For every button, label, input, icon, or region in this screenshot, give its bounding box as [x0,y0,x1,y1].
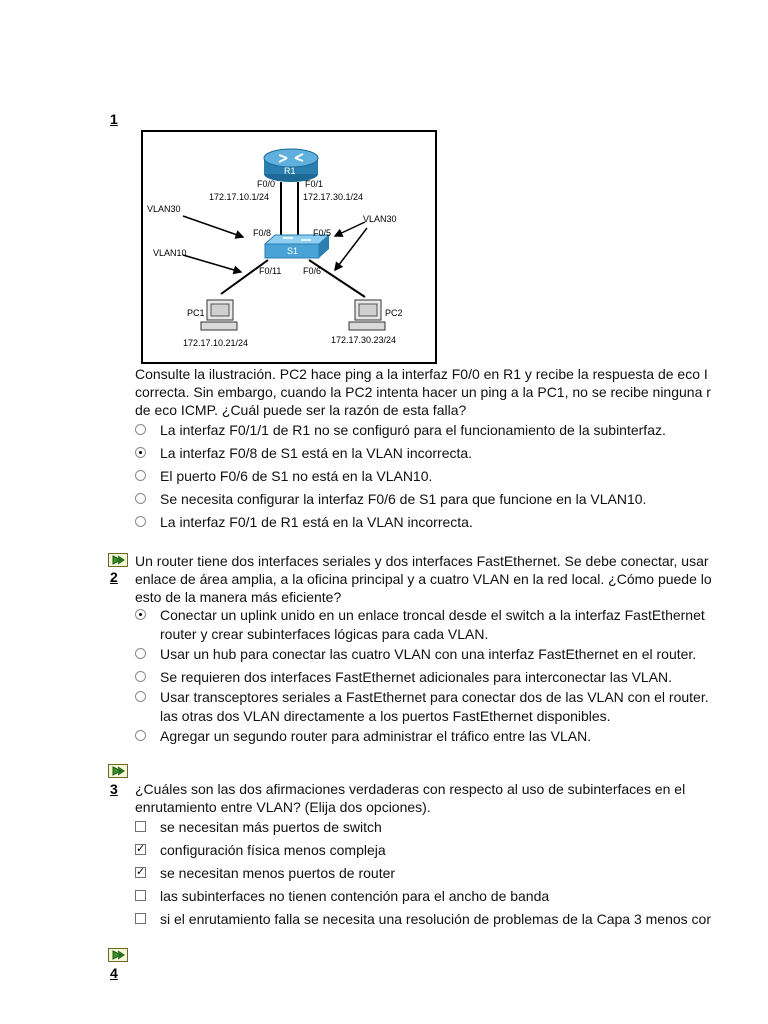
ip-f00-label: 172.17.10.1/24 [209,192,270,202]
q3-text-line-1: ¿Cuáles son las dos afirmaciones verdaderas con respecto al uso de subinterfaces en el [135,781,686,797]
pc2-icon [349,300,385,330]
router-label: R1 [284,166,296,176]
q1-text-line-2: correcta. Sin embargo, cuando la PC2 intenta hacer un ping a la PC1, no se recibe ninguna r [135,384,711,400]
switch-f08-label: F0/8 [253,228,272,238]
option-label: las subinterfaces no tienen contención para el ancho de banda [160,888,550,904]
checkbox-checked[interactable]: ✓ [136,866,146,878]
checkbox-checked[interactable]: ✓ [136,843,146,855]
pc2-ip-label: 172.17.30.23/24 [331,335,397,345]
q3-text-line-2: enrutamiento entre VLAN? (Elija dos opciones). [135,799,431,815]
radio-button[interactable] [135,691,146,702]
pc2-label: PC2 [385,308,403,318]
option-label: Se requieren dos interfaces FastEthernet adicionales para interconectar las VLAN. [160,669,673,685]
question-number-3: 3 [110,781,118,797]
vlan30-right-label: VLAN30 [363,214,397,224]
option-label: se necesitan menos puertos de router [160,865,396,881]
network-diagram [141,130,437,364]
option-label: Conectar un uplink unido en un enlace troncal desde el switch a la interfaz FastEthernet [160,607,705,623]
option-label: Usar transceptores seriales a FastEthernet para conectar dos de las VLAN con el router. [160,689,709,705]
option-label: La interfaz F0/8 de S1 está en la VLAN incorrecta. [160,445,473,461]
option-label: El puerto F0/6 de S1 no está en la VLAN10. [160,468,433,484]
switch-f011-label: F0/11 [259,266,282,276]
option-label: Se necesita configurar la interfaz F0/6 de S1 para que funcione en la VLAN10. [160,491,647,507]
pc1-ip-label: 172.17.10.21/24 [183,338,249,348]
q2-text-line-2: enlace de área amplia, a la oficina principal y a cuatro VLAN en la red local. ¿Cómo puede lo [135,571,712,587]
radio-button-selected[interactable] [135,609,146,620]
switch-f05-label: F0/5 [313,228,332,238]
option-label: si el enrutamiento falla se necesita una resolución de problemas de la Capa 3 menos cor [160,911,711,927]
pc1-label: PC1 [187,308,205,318]
option-label: Usar un hub para conectar las cuatro VLAN con una interfaz FastEthernet en el router. [160,646,697,662]
option-label: se necesitan más puertos de switch [160,819,382,835]
switch-f06-label: F0/6 [303,266,322,276]
option-label: La interfaz F0/1 de R1 está en la VLAN incorrecta. [160,514,473,530]
router-f00-label: F0/0 [257,179,276,189]
q2-text-line-3: esto de la manera más eficiente? [135,589,342,605]
question-number-2: 2 [110,569,118,585]
radio-button[interactable] [135,516,146,527]
question-number-4: 4 [110,965,118,981]
ip-f01-label: 172.17.30.1/24 [303,192,364,202]
q1-text-line-1: Consulte la ilustración. PC2 hace ping a la interfaz F0/0 en R1 y recibe la respuesta de eco I [135,366,708,382]
option-label-continued: las otras dos VLAN directamente a los puertos FastEthernet disponibles. [160,708,611,724]
radio-button[interactable] [135,671,146,682]
pc1-icon [201,300,237,330]
checkbox[interactable] [135,821,146,832]
option-label: configuración física menos compleja [160,842,386,858]
vlan30-left-label: VLAN30 [147,204,181,214]
checkbox[interactable] [135,890,146,901]
q1-text-line-3: de eco ICMP. ¿Cuál puede ser la razón de esta falla? [135,402,467,418]
switch-label: S1 [287,246,299,256]
next-arrow-icon[interactable] [108,764,128,778]
radio-button[interactable] [135,648,146,659]
q2-text-line-1: Un router tiene dos interfaces seriales y dos interfaces FastEthernet. Se debe conectar, usar [135,553,709,569]
radio-button[interactable] [135,493,146,504]
next-arrow-icon[interactable] [108,948,128,962]
radio-button[interactable] [135,424,146,435]
option-label: La interfaz F0/1/1 de R1 no se configuró para el funcionamiento de la subinterfaz. [160,422,666,438]
option-label-continued: router y crear subinterfaces lógicas para cada VLAN. [160,626,489,642]
checkbox[interactable] [135,913,146,924]
next-arrow-icon[interactable] [108,553,128,567]
vlan10-label: VLAN10 [153,248,187,258]
radio-button-selected[interactable] [135,447,146,458]
router-f01-label: F0/1 [305,179,324,189]
radio-button[interactable] [135,470,146,481]
option-label: Agregar un segundo router para administrar el tráfico entre las VLAN. [160,728,592,744]
question-number-1: 1 [110,111,118,127]
radio-button[interactable] [135,730,146,741]
